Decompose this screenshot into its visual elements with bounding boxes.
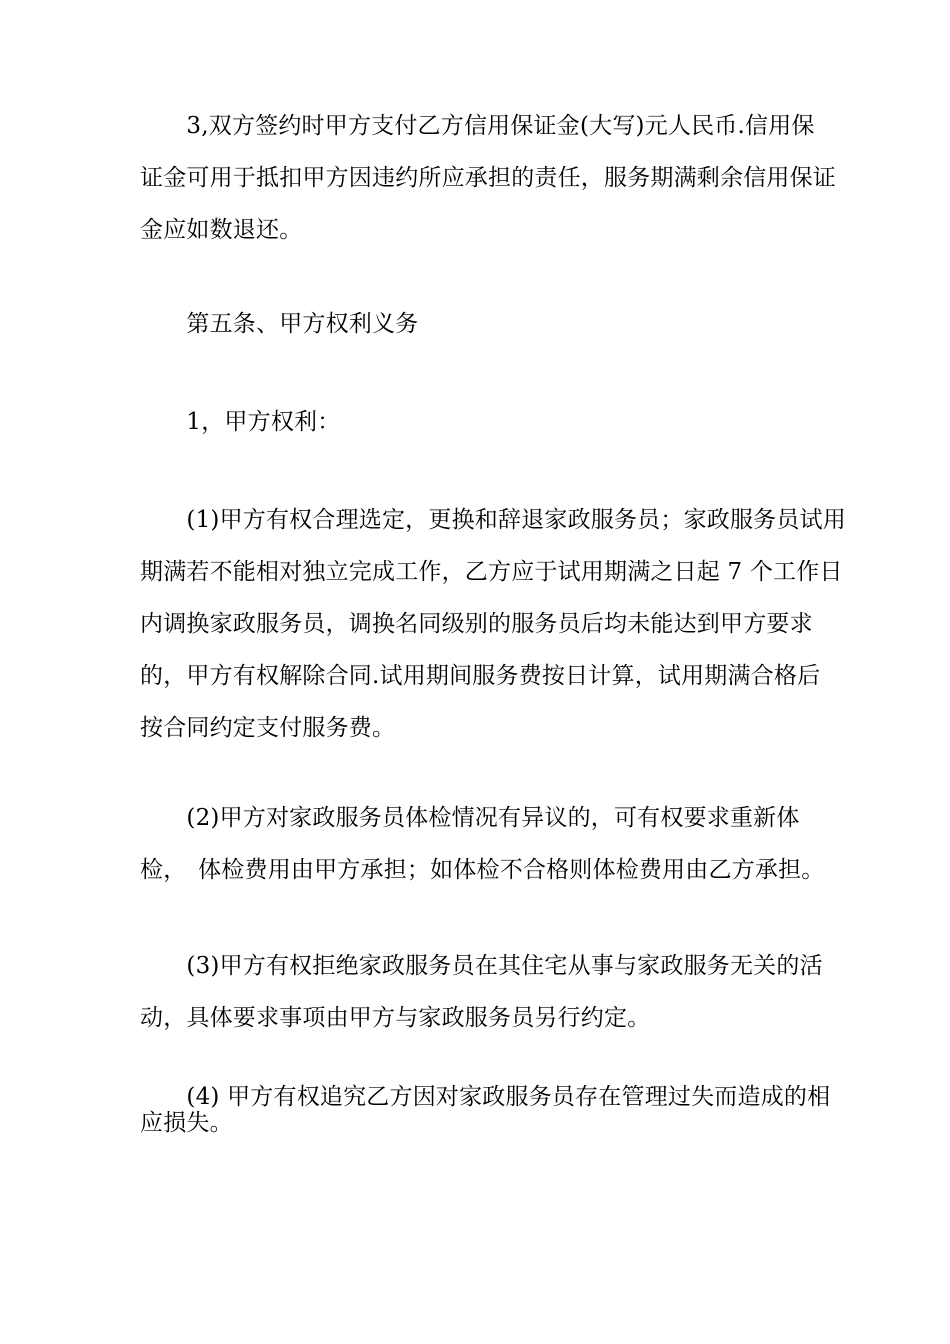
text-line: 按合同约定支付服务费。 [140, 715, 396, 741]
subheading-party-a-rights [140, 396, 820, 448]
paragraph-item-2 [140, 792, 825, 896]
text-line: 金应如数退还。 [140, 217, 303, 243]
text-line: 的，甲方有权解除合同.试用期间服务费按日计算，试用期满合格后 [140, 663, 821, 689]
text-line: (4) 甲方有权追究乙方因对家政服务员存在管理过失而造成的相 [140, 1084, 831, 1110]
paragraph-item-3 [140, 940, 823, 1044]
text-line: 内调换家政服务员，调换名同级别的服务员后均未能达到甲方要求 [140, 611, 813, 637]
text-line: (2)甲方对家政服务员体检情况有异议的，可有权要求重新体 [140, 805, 800, 831]
text-line: 动，具体要求事项由甲方与家政服务员另行约定。 [140, 1005, 651, 1031]
text-line: (1)甲方有权合理选定，更换和辞退家政服务员；家政服务员试用 [140, 507, 846, 533]
paragraph-item-4 [140, 1084, 831, 1136]
text-line: 期满若不能相对独立完成工作，乙方应于试用期满之日起 7 个工作日 [140, 559, 843, 585]
text-line: (3)甲方有权拒绝家政服务员在其住宅从事与家政服务无关的活 [140, 953, 823, 979]
text-line: 证金可用于抵扣甲方因违约所应承担的责任，服务期满剩余信用保证 [140, 165, 836, 191]
text-line: 第五条、甲方权利义务 [140, 311, 419, 337]
text-line: 1，甲方权利： [140, 409, 341, 435]
text-line: 3,双方签约时甲方支付乙方信用保证金(大写)元人民币.信用保 [140, 113, 815, 139]
paragraph-deposit-clause [140, 100, 836, 256]
paragraph-item-1 [140, 494, 846, 754]
text-line: 检， 体检费用由甲方承担；如体检不合格则体检费用由乙方承担。 [140, 857, 825, 883]
section-heading-article-5 [140, 298, 820, 350]
text-line: 应损失。 [140, 1110, 233, 1136]
